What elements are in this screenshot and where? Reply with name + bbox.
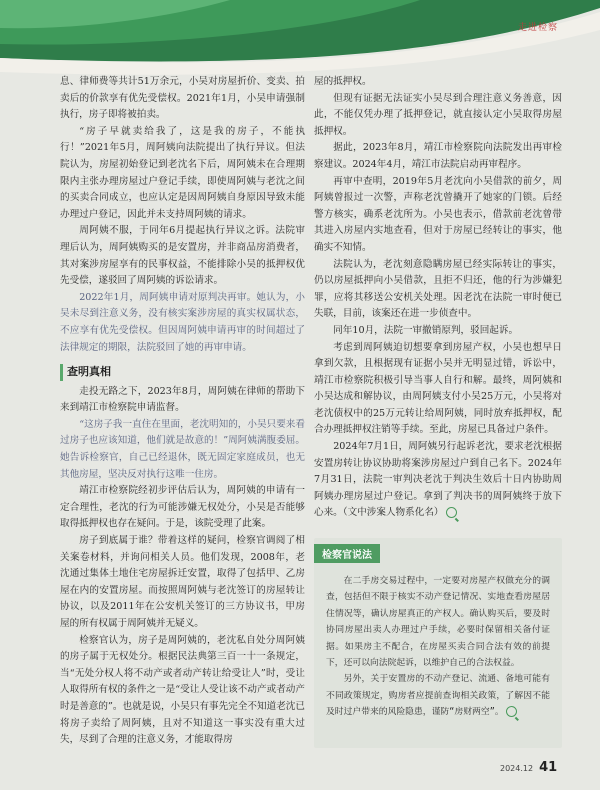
decorative-header-waves: [0, 0, 600, 80]
paragraph: 靖江市检察院经初步评估后认为，周阿姨的申请有一定合理性，老沈的行为可能涉嫌无权处分，小吴是否能够取得抵押权也存在疑问。于是，该院受理了此案。: [60, 485, 305, 530]
paragraph: [326, 671, 550, 720]
paragraph: 法院认为，老沈刻意隐瞒房屋已经实际转让的事实，仍以房屋抵押向小吴借款，且拒不归还，他的行为涉嫌犯罪，应将其移送公安机关处理。因老沈在法院一审时便已失联，目前，该案还在进一步侦查中。: [314, 258, 562, 320]
prosecutor-note-box: [314, 538, 562, 748]
issue-date: 2024.12: [500, 764, 534, 773]
paragraph: 走投无路之下，2023年8月，周阿姨在律师的帮助下来到靖江市检察院申请监督。: [60, 385, 305, 414]
paragraph: 但现有证据无法证实小吴尽到合理注意义务善意，因此，不能仅凭办理了抵押登记，就直接认定小吴取得房屋抵押权。: [314, 92, 562, 137]
section-tag: 走进检察: [518, 23, 559, 33]
paragraph: 检察官认为，房子是周阿姨的，老沈私自处分周阿姨的房子属于无权处分。根据民法典第三百一十一条规定，当“无处分权人将不动产或者动产转让给受让人”时，受让人取得所有权的条件之一是“受让人受让该不动产或者动产时是善意的”。也就是说，小吴只有事先完全不知道老沈已将房子卖给了周阿姨，且对不知道这一事实没有重大过失，尽到了合理的注意义务，才能取得房: [60, 634, 305, 746]
left-column: [60, 74, 305, 749]
paragraph: 2022年1月，周阿姨申请对原判决再审。她认为，小吴未尽到注意义务，没有核实案涉房屋的真实权属状态，不应享有优先受偿权。但因周阿姨申请再审的时间超过了法律规定的期限，法院驳回了她的再审申请。: [60, 291, 305, 353]
paragraph: 据此，2023年8月，靖江市检察院向法院发出再审检察建议。2024年4月，靖江市法院启动再审程序。: [314, 142, 562, 170]
paragraph: 息、律师费等共计51万余元，小吴对房屋折价、变卖、拍卖后的价款享有优先受偿权。2021年1月，小吴申请强制执行，房子即将被拍卖。: [60, 76, 305, 121]
paragraph: 再审中查明，2019年5月老沈向小吴借款的前夕，周阿姨曾报过一次警，声称老沈曾撬开了她家的门锁。后经警方核实，确系老沈所为。小吴也表示，借款前老沈曾带其进入房屋内实地查看，但对于房屋已经转让的事实，他确实不知情。: [314, 175, 562, 253]
box-body: [314, 563, 562, 721]
paragraph: 房子到底属于谁？带着这样的疑问，检察官调阅了相关案卷材料，并询问相关人员。他们发现，2008年，老沈通过集体土地住宅房屋拆迁安置，取得了包括甲、乙房屋在内的安置房屋。而按照周阿姨与老沈签订的房屋转让协议，以及2011年在公安机关签订的三方协议书，甲房屋的所有权属于周阿姨并无疑义。: [60, 535, 305, 629]
paragraph: “这房子我一直住在里面，老沈明知的，小吴只要来看过房子也应该知道，他们就是故意的！”周阿姨满腹委屈。她告诉检察官，自己已经退休，既无固定家庭成员，也无其他房屋，坚决反对执行这唯一住房。: [60, 418, 305, 480]
paragraph: 同年10月，法院一审撤销原判，驳回起诉。: [333, 324, 519, 336]
paragraph: [314, 439, 562, 522]
paragraph: 周阿姨不服，于同年6月提起执行异议之诉。法院审理后认为，周阿姨购买的是安置房，并非商品房消费者，其对案涉房屋享有的民事权益，不能排除小吴的抵押权优先受偿，遂驳回了周阿姨的诉讼请求。: [60, 225, 305, 287]
paragraph: 考虑到周阿姨迫切想要拿到房屋产权，小吴也想早日拿到欠款，且根据现有证据小吴并无明显过错，诉讼中，靖江市检察院积极引导当事人自行和解。最终，周阿姨和小吴达成和解协议，由周阿姨支付小吴25万元，小吴将对老沈债权中的25万元转让给周阿姨，同时放弃抵押权，配合办理抵押权注销等手续。至此，房屋已具备过户条件。: [314, 341, 562, 436]
paragraph-text: 2024年7月1日，周阿姨另行起诉老沈，要求老沈根据安置房转让协议协助将案涉房屋过户到自己名下。2024年7月31日，法院一审判决老沈于判决生效后十日内协助周阿姨办理房屋过户登记。拿到了判决书的周阿姨终于放下心来。: [314, 441, 562, 519]
paragraph: 在二手房交易过程中，一定要对房屋产权做充分的调查，包括但不限于核实不动产登记情况、实地查看房屋居住情况等，确认房屋真正的产权人。确认购买后，要及时协同房屋出卖人办理过户手续，必要时保留相关备付证据。如果房主不配合，在房屋买卖合同合法有效的前提下，还可以向法院起诉，以维护自己的合法权益。: [326, 576, 550, 669]
page-footer: [500, 760, 557, 775]
paragraph: “房子早就卖给我了，这是我的房子，不能执行！”2021年5月，周阿姨向法院提出了执行异议。但法院认为，房屋初始登记到老沈名下后，周阿姨未在合理期限内主张办理房屋过户登记手续，即使周阿姨与老沈之间的买卖合同成立，也应认定是因周阿姨自身原因导致未能办理过户登记，因此并未支持周阿姨的请求。: [60, 125, 305, 220]
right-column: [314, 74, 562, 522]
page-number: 41: [539, 760, 558, 775]
paragraph: 屋的抵押权。: [314, 76, 372, 87]
paragraph-text: 另外，关于安置房的不动产登记、流通、备地可能有不同政策规定，购房者应提前查询相关政策，了解因不能及时过户带来的风险隐患，谨防“房财两空”。: [326, 674, 550, 718]
author-note: （文中涉案人物系化名）: [342, 507, 444, 519]
magnifier-end-icon: [506, 706, 517, 717]
box-title: 检察官说法: [314, 544, 380, 563]
section-heading: 查明真相: [60, 364, 305, 381]
magnifier-end-icon: [446, 507, 457, 518]
